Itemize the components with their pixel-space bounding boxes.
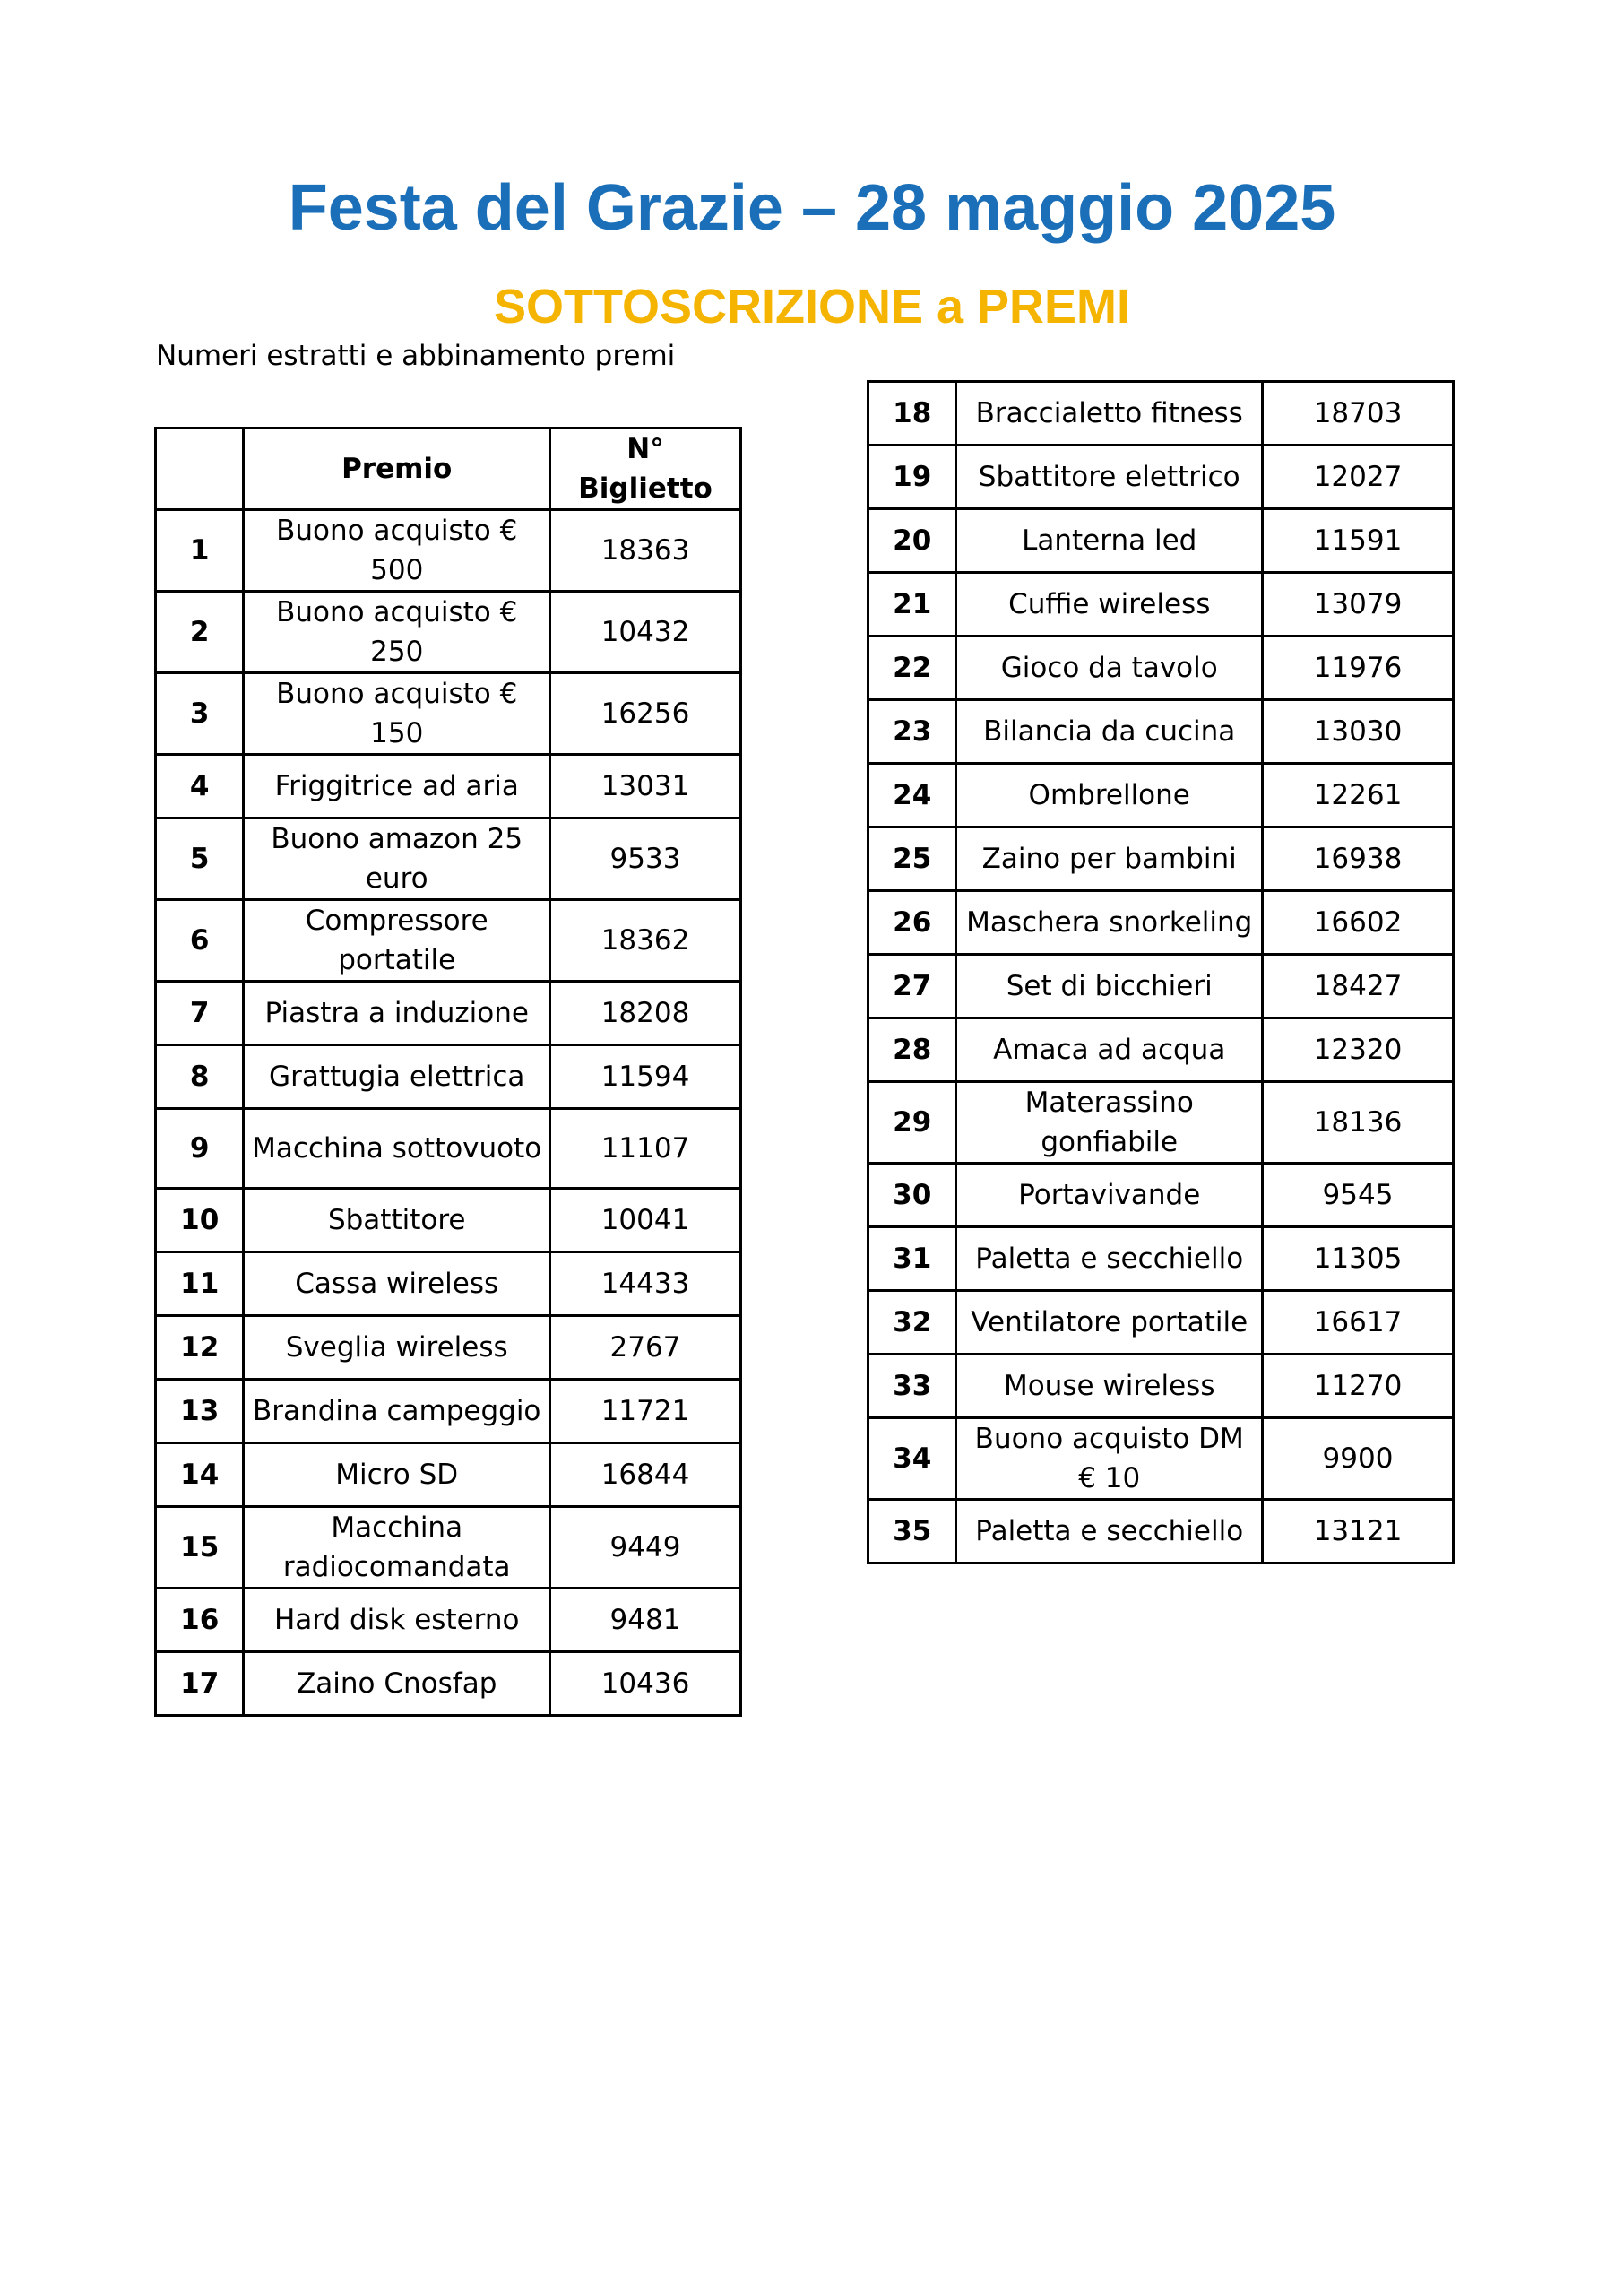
prize-number: 28 xyxy=(868,1018,956,1082)
prize-name: Portavivande xyxy=(956,1164,1263,1227)
prize-name: Sveglia wireless xyxy=(244,1316,550,1380)
table-row xyxy=(156,1109,741,1189)
prize-name: Compressore portatile xyxy=(244,900,550,982)
prize-number: 15 xyxy=(156,1507,244,1589)
prize-number: 13 xyxy=(156,1380,244,1443)
ticket-number: 10436 xyxy=(550,1652,741,1716)
prize-name: Sbattitore elettrico xyxy=(956,446,1263,509)
prize-name: Braccialetto fitness xyxy=(956,382,1263,446)
table-row xyxy=(868,827,1454,891)
prize-number: 17 xyxy=(156,1652,244,1716)
table-row xyxy=(868,1164,1454,1227)
prize-number: 30 xyxy=(868,1164,956,1227)
table-row xyxy=(868,700,1454,764)
table-row xyxy=(868,764,1454,827)
ticket-number: 11594 xyxy=(550,1045,741,1109)
prize-number: 20 xyxy=(868,509,956,573)
prize-name: Ventilatore portatile xyxy=(956,1291,1263,1355)
table-row xyxy=(156,1189,741,1252)
prize-name: Buono acquisto € 150 xyxy=(244,673,550,755)
ticket-number: 18208 xyxy=(550,982,741,1045)
ticket-number: 10432 xyxy=(550,592,741,673)
prize-number: 16 xyxy=(156,1589,244,1652)
prize-number: 1 xyxy=(156,510,244,592)
ticket-number: 11270 xyxy=(1263,1355,1454,1418)
prize-number: 26 xyxy=(868,891,956,955)
ticket-number: 12261 xyxy=(1263,764,1454,827)
ticket-number: 11591 xyxy=(1263,509,1454,573)
ticket-number: 16602 xyxy=(1263,891,1454,955)
table-row xyxy=(156,900,741,982)
ticket-number: 9533 xyxy=(550,818,741,900)
ticket-number: 14433 xyxy=(550,1252,741,1316)
prize-number: 19 xyxy=(868,446,956,509)
prize-number: 7 xyxy=(156,982,244,1045)
prize-number: 34 xyxy=(868,1418,956,1500)
prize-number: 27 xyxy=(868,955,956,1018)
prize-number: 31 xyxy=(868,1227,956,1291)
prize-name: Hard disk esterno xyxy=(244,1589,550,1652)
prize-name: Mouse wireless xyxy=(956,1355,1263,1418)
prize-name: Gioco da tavolo xyxy=(956,637,1263,700)
ticket-number: 13079 xyxy=(1263,573,1454,637)
ticket-number: 16844 xyxy=(550,1443,741,1507)
ticket-number: 9900 xyxy=(1263,1418,1454,1500)
prize-name: Piastra a induzione xyxy=(244,982,550,1045)
ticket-number: 16617 xyxy=(1263,1291,1454,1355)
prize-name: Macchina radiocomandata xyxy=(244,1507,550,1589)
ticket-number: 9481 xyxy=(550,1589,741,1652)
prize-number: 33 xyxy=(868,1355,956,1418)
ticket-number: 11721 xyxy=(550,1380,741,1443)
table-row xyxy=(156,982,741,1045)
table-row xyxy=(868,1227,1454,1291)
prize-name: Bilancia da cucina xyxy=(956,700,1263,764)
table-row xyxy=(156,1652,741,1716)
table-row xyxy=(868,1355,1454,1418)
prize-name: Paletta e secchiello xyxy=(956,1227,1263,1291)
prize-number: 6 xyxy=(156,900,244,982)
prize-name: Amaca ad acqua xyxy=(956,1018,1263,1082)
table-row xyxy=(868,637,1454,700)
header-prize: Premio xyxy=(244,429,550,510)
prize-name: Zaino per bambini xyxy=(956,827,1263,891)
prize-number: 11 xyxy=(156,1252,244,1316)
table-row xyxy=(868,1418,1454,1500)
ticket-number: 18427 xyxy=(1263,955,1454,1018)
prize-number: 32 xyxy=(868,1291,956,1355)
ticket-number: 16938 xyxy=(1263,827,1454,891)
prize-name: Lanterna led xyxy=(956,509,1263,573)
ticket-number: 12320 xyxy=(1263,1018,1454,1082)
table-row xyxy=(156,673,741,755)
table-row xyxy=(868,509,1454,573)
ticket-number: 18703 xyxy=(1263,382,1454,446)
table-row xyxy=(868,1082,1454,1164)
page-subtitle: SOTTOSCRIZIONE a PREMI xyxy=(493,280,1131,333)
table-row xyxy=(868,955,1454,1018)
ticket-number: 18363 xyxy=(550,510,741,592)
header-ticket: N° Biglietto xyxy=(550,429,741,510)
table-row xyxy=(868,1500,1454,1563)
ticket-number: 13030 xyxy=(1263,700,1454,764)
prize-number: 23 xyxy=(868,700,956,764)
prize-number: 25 xyxy=(868,827,956,891)
table-row xyxy=(156,1380,741,1443)
prize-name: Cassa wireless xyxy=(244,1252,550,1316)
table-row xyxy=(868,1291,1454,1355)
table-row xyxy=(156,1507,741,1589)
table-row xyxy=(156,755,741,818)
prize-name: Micro SD xyxy=(244,1443,550,1507)
prize-name: Buono amazon 25 euro xyxy=(244,818,550,900)
table-row xyxy=(868,446,1454,509)
table-row xyxy=(868,1018,1454,1082)
table-row xyxy=(868,573,1454,637)
prize-name: Brandina campeggio xyxy=(244,1380,550,1443)
prize-name: Macchina sottovuoto xyxy=(244,1109,550,1189)
ticket-number: 16256 xyxy=(550,673,741,755)
prize-name: Buono acquisto € 250 xyxy=(244,592,550,673)
header-number xyxy=(156,429,244,510)
prize-number: 8 xyxy=(156,1045,244,1109)
ticket-number: 18136 xyxy=(1263,1082,1454,1164)
ticket-number: 9545 xyxy=(1263,1164,1454,1227)
page-title: Festa del Grazie – 28 maggio 2025 xyxy=(288,172,1336,244)
prize-number: 9 xyxy=(156,1109,244,1189)
prize-name: Buono acquisto DM € 10 xyxy=(956,1418,1263,1500)
prize-number: 10 xyxy=(156,1189,244,1252)
prize-number: 2 xyxy=(156,592,244,673)
prize-name: Sbattitore xyxy=(244,1189,550,1252)
ticket-number: 11305 xyxy=(1263,1227,1454,1291)
prize-name: Cuffie wireless xyxy=(956,573,1263,637)
prize-name: Paletta e secchiello xyxy=(956,1500,1263,1563)
prize-number: 3 xyxy=(156,673,244,755)
ticket-number: 11107 xyxy=(550,1109,741,1189)
table-row xyxy=(156,1589,741,1652)
prize-name: Set di bicchieri xyxy=(956,955,1263,1018)
table-row xyxy=(156,510,741,592)
ticket-number: 9449 xyxy=(550,1507,741,1589)
table-row xyxy=(156,1252,741,1316)
prize-number: 29 xyxy=(868,1082,956,1164)
prize-name: Maschera snorkeling xyxy=(956,891,1263,955)
prize-name: Zaino Cnosfap xyxy=(244,1652,550,1716)
table-row xyxy=(156,592,741,673)
table-header-row xyxy=(156,429,741,510)
prize-number: 18 xyxy=(868,382,956,446)
prize-table-left xyxy=(154,427,742,1717)
ticket-number: 2767 xyxy=(550,1316,741,1380)
prize-number: 22 xyxy=(868,637,956,700)
table-row xyxy=(868,382,1454,446)
ticket-number: 18362 xyxy=(550,900,741,982)
prize-number: 5 xyxy=(156,818,244,900)
prize-name: Grattugia elettrica xyxy=(244,1045,550,1109)
prize-name: Friggitrice ad aria xyxy=(244,755,550,818)
prize-number: 21 xyxy=(868,573,956,637)
ticket-number: 13031 xyxy=(550,755,741,818)
ticket-number: 11976 xyxy=(1263,637,1454,700)
prize-name: Buono acquisto € 500 xyxy=(244,510,550,592)
table-row xyxy=(156,1443,741,1507)
ticket-number: 12027 xyxy=(1263,446,1454,509)
prize-name: Ombrellone xyxy=(956,764,1263,827)
prize-number: 12 xyxy=(156,1316,244,1380)
prize-number: 35 xyxy=(868,1500,956,1563)
prize-number: 14 xyxy=(156,1443,244,1507)
table-row xyxy=(156,1316,741,1380)
table-row xyxy=(156,1045,741,1109)
prize-number: 24 xyxy=(868,764,956,827)
caption: Numeri estratti e abbinamento premi xyxy=(156,340,676,372)
ticket-number: 10041 xyxy=(550,1189,741,1252)
prize-name: Materassino gonfiabile xyxy=(956,1082,1263,1164)
table-row xyxy=(156,818,741,900)
table-row xyxy=(868,891,1454,955)
prize-number: 4 xyxy=(156,755,244,818)
ticket-number: 13121 xyxy=(1263,1500,1454,1563)
prize-table-right xyxy=(867,380,1455,1564)
